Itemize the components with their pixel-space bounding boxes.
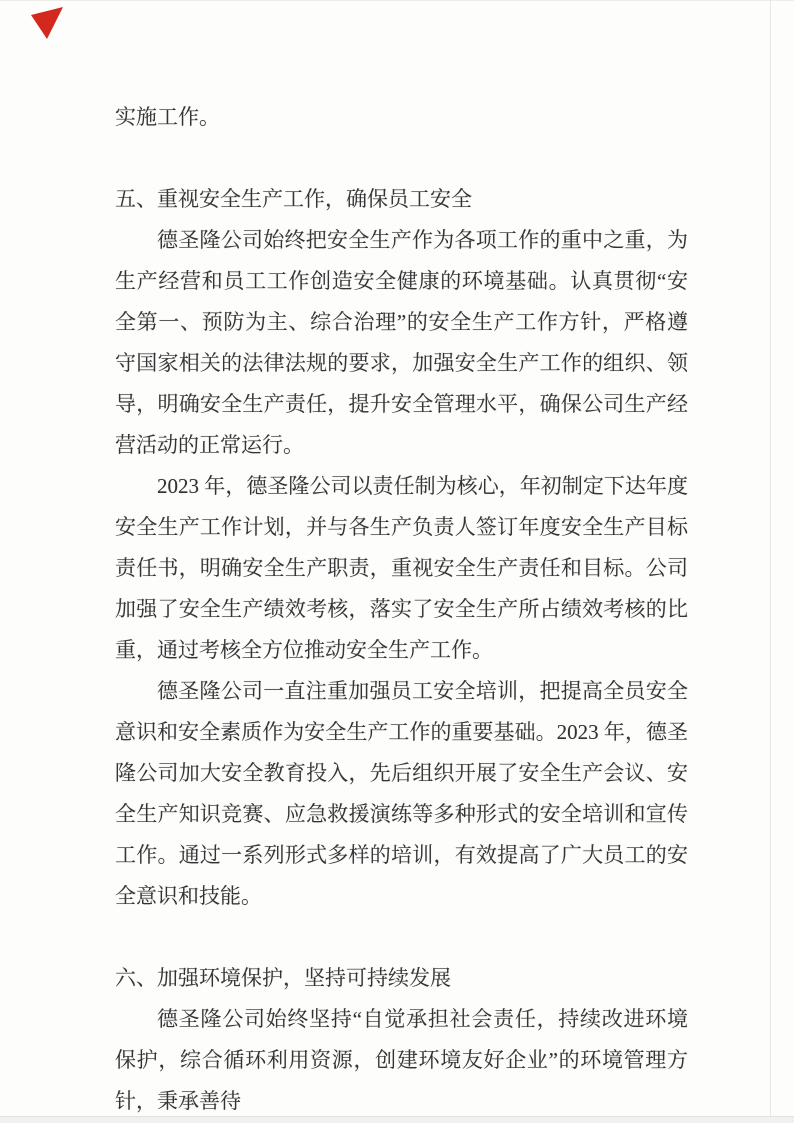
section-6-paragraph-1: 德圣隆公司始终坚持“自觉承担社会责任，持续改进环境保护，综合循环利用资源，创建环境友好企业”的环境管理方针，秉承善待 — [115, 1007, 688, 1113]
document-body — [115, 97, 688, 1122]
section-5-paragraph-1: 德圣隆公司始终把安全生产作为各项工作的重中之重，为生产经营和员工工作创造安全健康的环境基础。认真贯彻“安全第一、预防为主、综合治理”的安全生产工作方针，严格遵守国家相关的法律法规的要求，加强安全生产工作的组织、领导，明确安全生产责任，提升安全管理水平，确保公司生产经营活动的正常运行。 — [115, 228, 688, 457]
section-5-paragraph-2: 2023 年，德圣隆公司以责任制为核心，年初制定下达年度安全生产工作计划，并与各生产负责人签订年度安全生产目标责任书，明确安全生产职责，重视安全生产责任和目标。公司加强了安全生产绩效考核，落实了安全生产所占绩效考核的比重，通过考核全方位推动安全生产工作。 — [115, 474, 688, 662]
paragraph-continuation: 实施工作。 — [115, 105, 220, 129]
section-5-paragraph-3: 德圣隆公司一直注重加强员工安全培训，把提高全员安全意识和安全素质作为安全生产工作的重要基础。2023 年，德圣隆公司加大安全教育投入，先后组织开展了安全生产会议、安全生产知识竞赛、应急救援演练等多种形式的安全培训和宣传工作。通过一系列形式多样的培训，有效提高了广大员工的安全意识和技能。 — [115, 679, 688, 908]
section-6-heading: 六、加强环境保护，坚持可持续发展 — [115, 966, 451, 990]
scan-right-edge — [770, 0, 771, 1123]
red-corner-mark — [30, 6, 64, 40]
scan-top-edge — [0, 0, 794, 1]
section-5-heading: 五、重视安全生产工作，确保员工安全 — [115, 187, 472, 211]
